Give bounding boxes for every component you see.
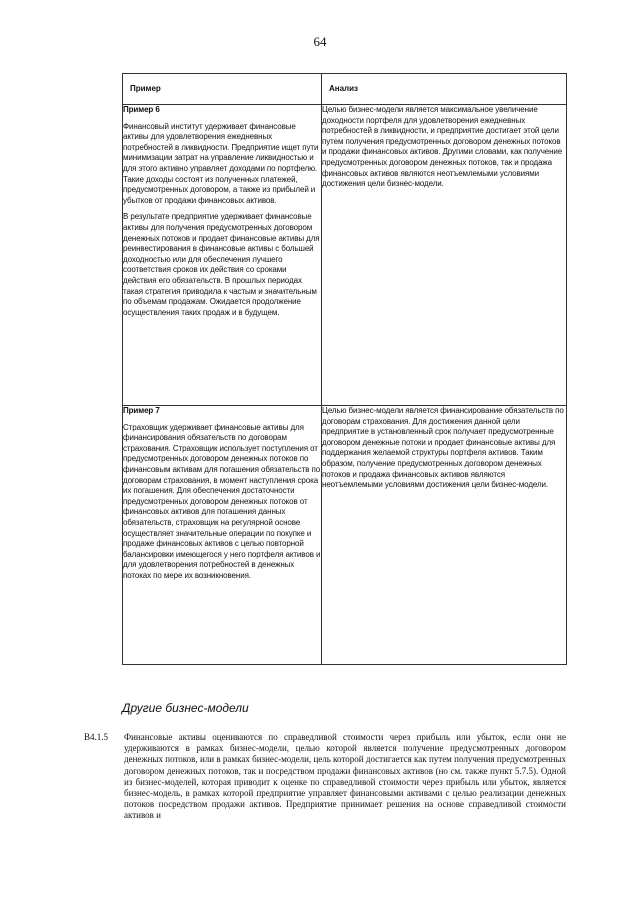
example-title: Пример 6 <box>123 105 160 114</box>
example-cell <box>123 105 322 406</box>
example-cell <box>123 406 322 665</box>
page-number: 64 <box>313 34 327 49</box>
analysis-text: Целью бизнес-модели является финансирование обязательств по договорам страхования. Для достижения данной цели предприятие в установленный срок получает предусмотренные договором денежные потоки и продает финансовые активы для поддержания желаемой структуры портфеля активов. Таким образом, получение предусмотренных договором денежных потоков и продажа финансовых активов являются неотъемлемыми условиями достижения цели бизнес-модели. <box>322 406 564 490</box>
examples-table <box>122 73 567 665</box>
table-row <box>123 105 567 406</box>
analysis-text: Целью бизнес-модели является максимальное увеличение доходности портфеля для удовлетворения ежедневных потребностей в ликвидности, и предприятие достигает этой цели путем получения предусмотренных договором денежных потоков и продажи финансовых активов. Другими словами, как получение предусмотренных договором денежных потоков, так и продажа финансовых активов являются неотъемлемыми условиями достижения цели бизнес-модели. <box>322 105 563 189</box>
table-row <box>123 406 567 665</box>
analysis-cell <box>322 105 567 406</box>
example-title: Пример 7 <box>123 406 160 415</box>
section-title: Другие бизнес-модели <box>122 701 249 715</box>
example-paragraph: В результате предприятие удерживает финансовые активы для получения предусмотренных договором денежных потоков и продает финансовые активы для реинвестирования в финансовые активы с большей доходностью или для обеспечения лучшего соответствия сроков их действия со сроками действия его обязательств. В прошлых периодах такая стратегия приводила к частым и значительным по объемам продажам. Ожидается продолжение осуществления таких продаж и в будущем. <box>123 212 320 317</box>
example-paragraph: Финансовый институт удерживает финансовые активы для удовлетворения ежедневных потребностей в ликвидности. Предприятие ищет пути минимизации затрат на управление ликвидностью и для этого активно управляет доходами по портфелю. Такие доходы состоят из полученных платежей, предусмотренных договором, а также из прибылей и убытков от продажи финансовых активов. <box>123 121 319 205</box>
paragraph-text: Финансовые активы оцениваются по справедливой стоимости через прибыль или убыток, если они не удерживаются в рамках бизнес-модели, целью которой является получение предусмотренных договором денежных потоков, или в рамках бизнес-модели, цель которой достигается как путем получения предусмотренных договором денежных потоков, так и посредством продажи финансовых активов (но см. также пункт 5.7.5). Одной из бизнес-моделей, которая приводит к оценке по справедливой стоимости через прибыль или убыток, является бизнес-модель, в рамках которой предприятие управляет финансовыми активами с целью реализации денежных потоков посредством продажи активов. Предприятие принимает решения на основе справедливой стоимости активов и <box>124 732 566 821</box>
analysis-cell <box>322 406 567 665</box>
header-example <box>123 74 322 105</box>
header-example-label: Пример <box>130 84 161 93</box>
header-analysis-label: Анализ <box>329 84 359 93</box>
table-header-row <box>123 74 567 105</box>
example-paragraph: Страховщик удерживает финансовые активы для финансирования обязательств по договорам страхования. Страховщик использует поступления от предусмотренных договором денежных потоков по финансовым активам для погашения обязательств по договорам страхования, в момент наступления срока их погашения. Для обеспечения достаточности предусмотренных договором денежных потоков от финансовых активов для погашения данных обязательств, страховщик на регулярной основе осуществляет значительные операции по покупке и продаже финансовых активов с целью повторной балансировки имеющегося у него портфеля активов и для удовлетворения потребностей в денежных потоках по мере их возникновения. <box>123 422 321 580</box>
header-analysis <box>322 74 567 105</box>
paragraph-number: B4.1.5 <box>84 732 109 742</box>
